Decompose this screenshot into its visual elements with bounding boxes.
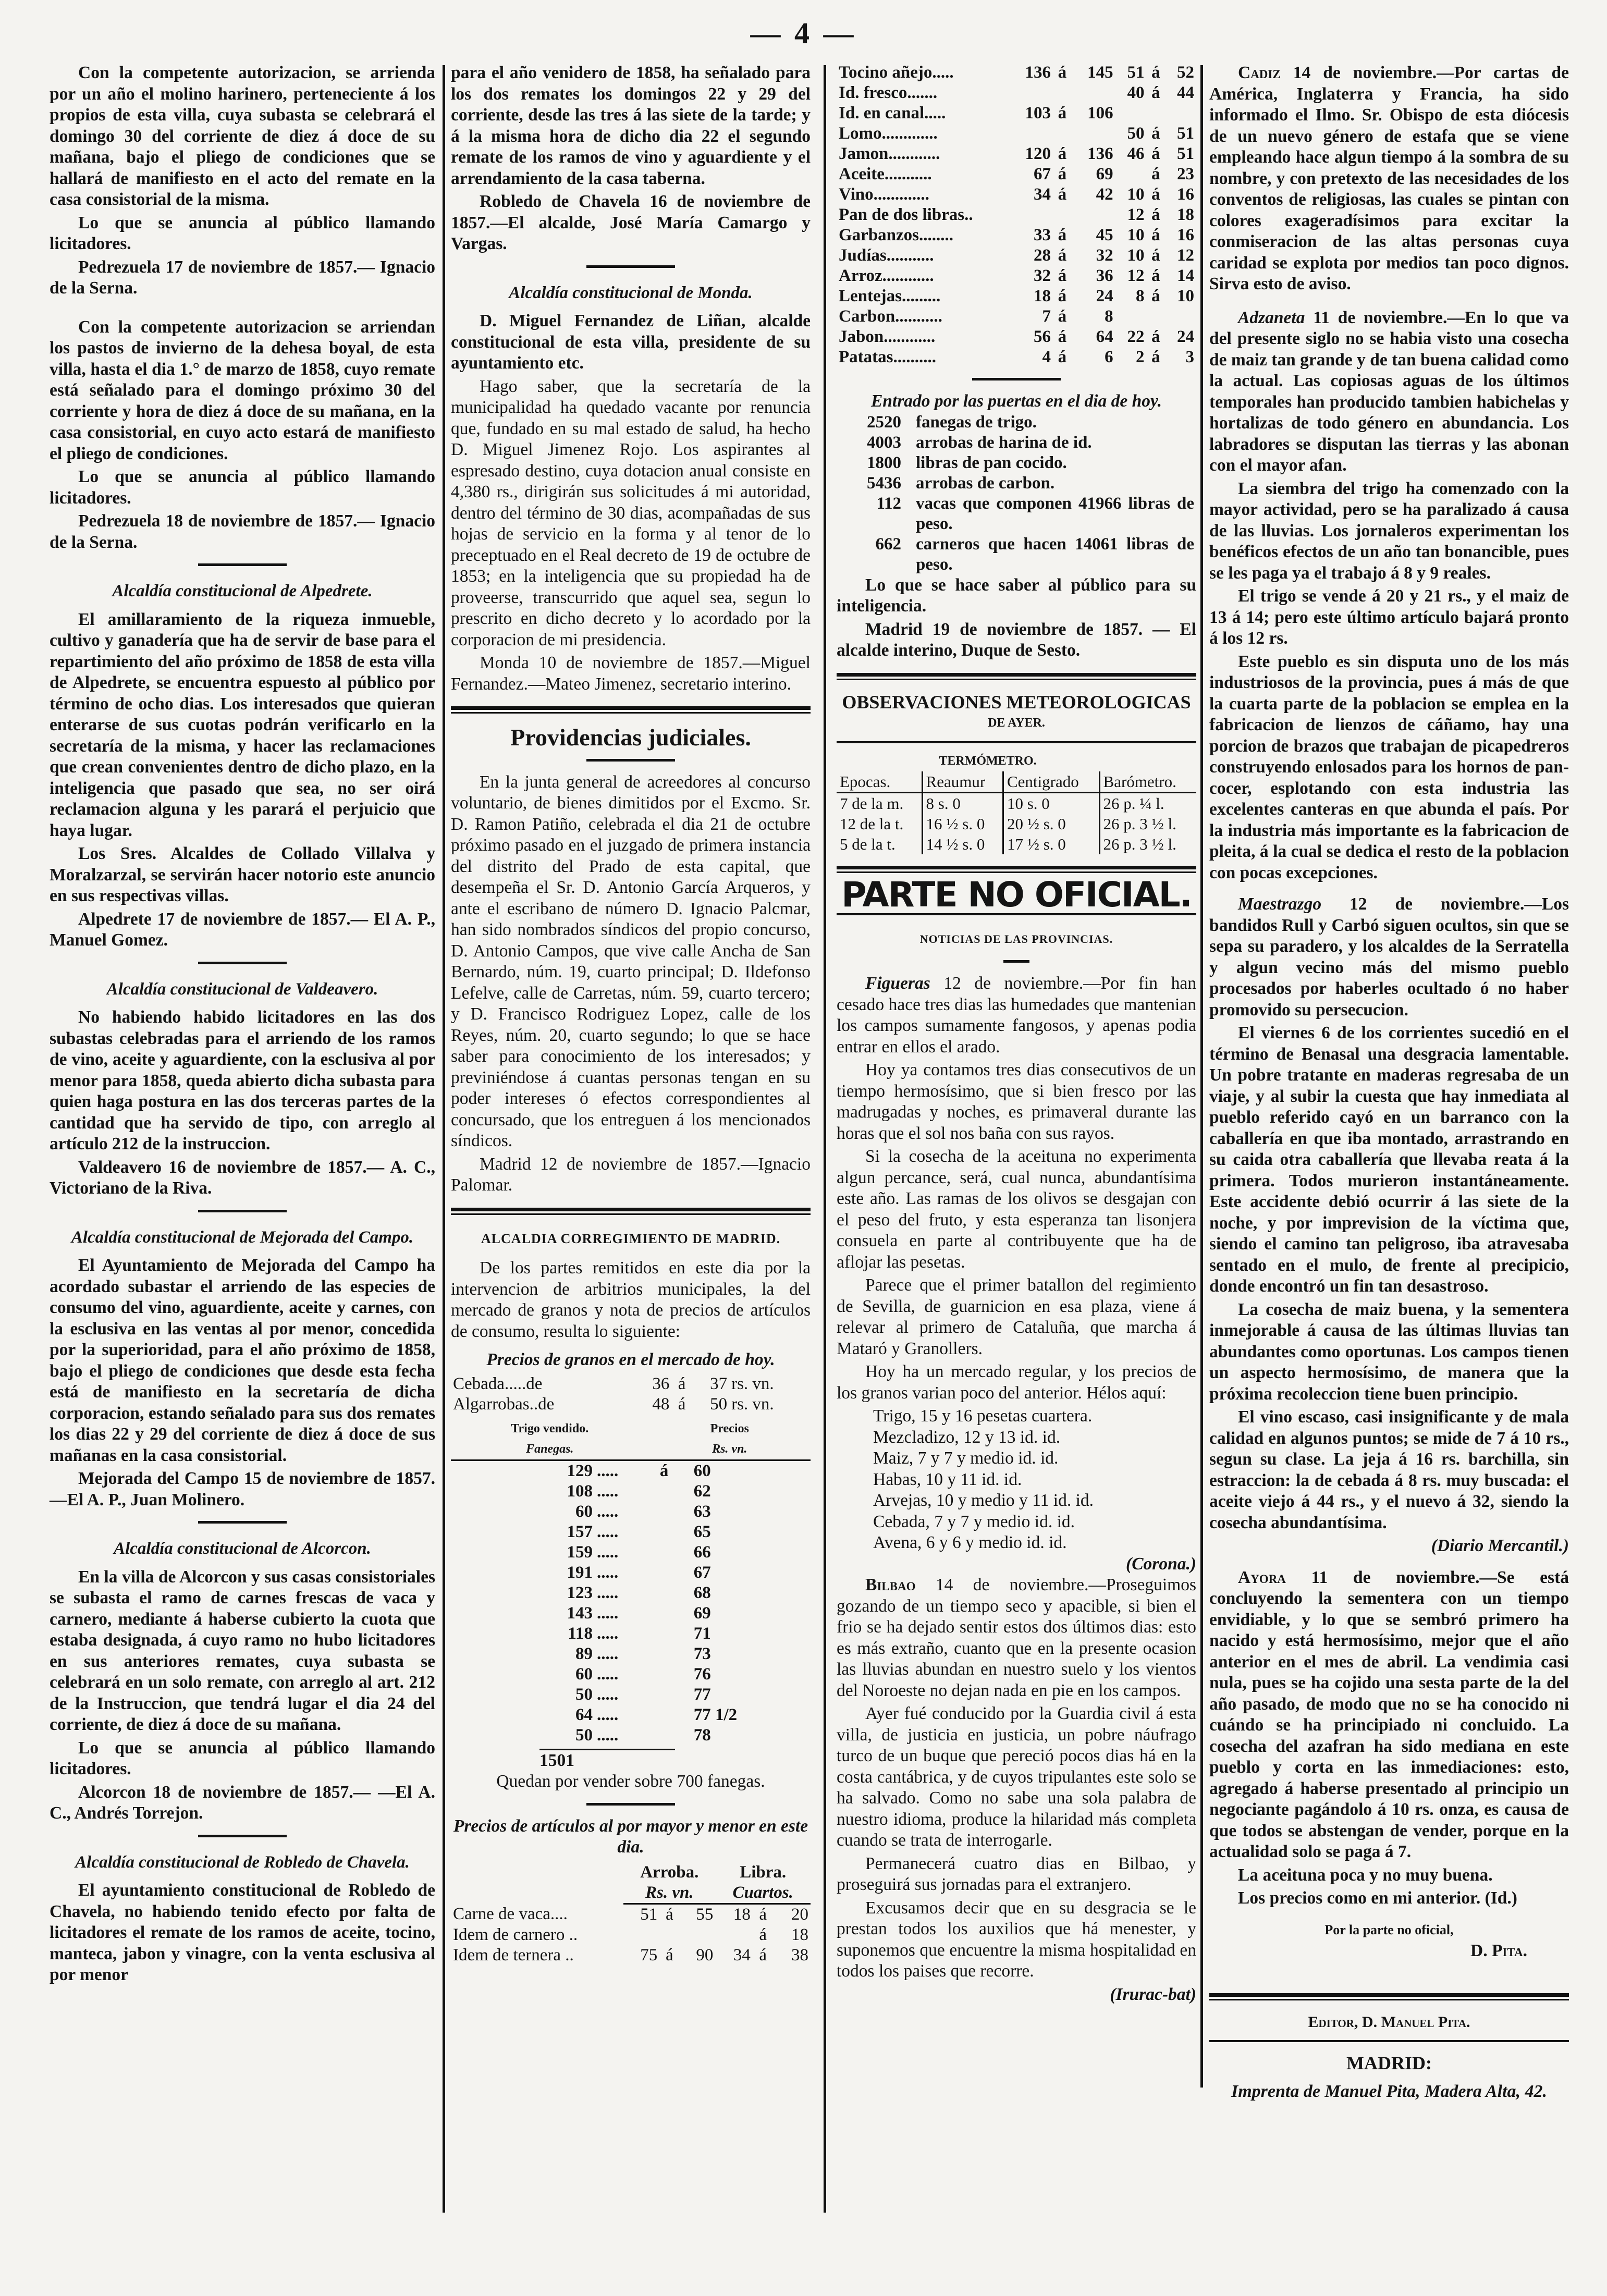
table-row: 123 ..... 68 [567, 1583, 711, 1602]
notice-intro: D. Miguel Fernandez de Liñan, alcalde constitucional de esta villa, presidente de su ayuntamiento etc. [451, 311, 811, 373]
double-rule [1209, 1993, 1569, 2000]
double-rule [451, 706, 811, 714]
table-row: 662 carneros que hacen 14061 libras de peso. [875, 534, 1194, 574]
notice-pedrezuela-pastos [50, 317, 435, 554]
notice-intro: De los partes remitidos en este dia por la intervencion de arbitrios municipales, la del mercado de granos y nota de precios de artículos de consumo, resulta lo siguiente: [451, 1258, 811, 1341]
news-figueras: Figueras 12 de noviembre.—Por fin han cesado hace tres dias las humedades que mantenian los campos sumamente fangosos, y apenas podia entrar en ellos el arado. Hoy ya contamos tres dias consecutivos de un tiempo hermosísimo, que si bien fresco por las madrugadas y noches, es primaveral durante las horas que el sol nos baña con sus rayos. Si la cosecha de la aceituna no experimenta algun percance, será, cual nunca, abundantísima este año. Las ramas de los olivos se desgajan con el peso del fruto, y esta esperanza tan lisonjera consuela en parte al contribuyente que ha de aflojar las pesetas. Parece que el primer batallon del regimiento de Sevilla, de guarnicion en esa plaza, viene á relevar al primero de Cataluña, que marcha á Mataró y Granollers. Hoy ha un mercado regular, y los precios de los granos varian poco del anterior. Hélos aquí: Trigo, 15 y 16 pesetas cuartera. Mezcladizo, 12 y 13 id. id. Maiz, 7 y 7 y medio id. id. Habas, 10 y 11 id. id. Arvejas, 10 y medio y 11 id. id. Cebada, 7 y 7 y medio id. id. Avena, 6 y 6 y medio id. id. (Corona.) [837, 973, 1196, 1575]
thermometer-label: TERMÓMETRO. [939, 754, 1037, 768]
table-row: 5 de la t. 14 ½ s. 0 17 ½ s. 0 26 p. 3 ½ l. [837, 834, 1196, 854]
notice-body: Con la competente autorizacion se arriendan los pastos de invierno de la dehesa boyal, de esta villa, hasta el dia 1.° de marzo de 1858, cuyo remate está señalado para el domingo próximo 30 del corriente y hora de diez á doce de su mañana, en la casa consistorial, en cuyo acto estará de manifiesto el pliego de condiciones. [50, 317, 435, 463]
table-row: 191 ..... 67 [567, 1563, 711, 1582]
table-row: Aceite........... 67 á 69 á 23 [839, 165, 1194, 183]
table-row: 118 ..... 71 [568, 1624, 711, 1643]
news-place: Adzaneta [1238, 308, 1305, 327]
granos-table [451, 1374, 811, 1415]
table-row: 12 de la t. 16 ½ s. 0 20 ½ s. 0 26 p. 3 ½ l. [837, 814, 1196, 834]
column-divider [443, 65, 445, 2213]
table-row: 1800 libras de pan cocido. [867, 453, 1067, 472]
imprint-city: MADRID: [1346, 2053, 1432, 2073]
table-row: Arroz............ 32 á 36 12 á 14 [839, 266, 1194, 285]
column-4 [1209, 63, 1569, 2102]
section-rule [198, 1210, 287, 1212]
table-row: Patatas.......... 4 á 6 2 á 3 [839, 348, 1194, 366]
imprint-address: Imprenta de Manuel Pita, Madera Alta, 42. [1231, 2081, 1548, 2101]
notice-pedrezuela-molino [50, 63, 435, 299]
section-rule [198, 962, 287, 964]
page-number: — 4 — [750, 16, 857, 50]
observaciones-meteorologicas [837, 692, 1196, 855]
section-heading: Alcaldía constitucional de Alpedrete. [112, 582, 373, 600]
notice-body: Hago saber, que la secretaría de la municipalidad ha quedado vacante por renuncia que, fundado en su mal estado de salud, ha hecho D. Miguel Jimenez Rojo. Los aspirantes al espresado destino, cuya dotacion anual consiste en 4,380 rs., dirigirán sus solicitudes á mi autoridad, dentro del término de 30 dias, acompañadas de sus hojas de servicio en la forma y al tenor de lo preceptuado en el Real decreto de 19 de octubre de 1853; en la inteligencia que su propiedad ha de proveerse, transcurrido que aquel sea, segun lo prescrito en dicho decreto y lo acordado por la corporacion de mi presidencia. [451, 376, 811, 649]
table-row: 60 ..... 76 [575, 1664, 711, 1684]
table-row: Id. en canal..... 103 á 106 [839, 104, 1113, 122]
meteo-subtitle: DE AYER. [988, 716, 1045, 730]
table-row: Id. fresco....... 40 á 44 [839, 83, 1194, 102]
notice-alpedrete [50, 581, 435, 951]
table-row: 108 ..... 62 [567, 1481, 711, 1501]
list-item: Avena, 6 y 6 y medio id. id. [873, 1533, 1067, 1552]
news-source: (Corona.) [1126, 1554, 1196, 1574]
articulos-rows [451, 1904, 811, 1966]
list-item: Arvejas, 10 y medio y 11 id. id. [873, 1491, 1094, 1510]
table-row: 159 ..... 66 [567, 1542, 711, 1562]
section-heading: Alcaldía constitucional de Monda. [509, 283, 753, 302]
section-heading: Alcaldía constitucional de Mejorada del Campo. [71, 1227, 414, 1247]
news-maestrazgo: Maestrazgo 12 de noviembre.—Los bandidos Rull y Carbó siguen ocultos, sin que se sepa su paradero, y los alcaldes de la Serratella y algun vecino más del mismo pueblo procesados por haberles ocultado ó no haber promovido su persecucion. El viernes 6 de los corrientes sucedió en el término de Benasal una desgracia lamentable. Un pobre tratante en maderas regresaba de un viaje, y al subir la cuesta que hay inmediata al pueblo referido cayó en un barranco con la caballería en que iba montado, arrastrando en su caida otra caballería que llevaba reata á la primera. Todos murieron instantáneamente. Este accidente debió ocurrir á las siete de la noche, y por imprevision de la víctima que, siendo el camino tan peligroso, iba atravesaba sentado en el mulo, de frente al precipicio, donde encontró un fin tan desastroso. La cosecha de maiz buena, y la sementera inmejorable á causa de las últimas lluvias tan abundantes como oportunas. Los campos tienen un aspecto hermosísimo, de manera que la próxima recoleccion tiene buen principio. El vino escaso, casi insignificante y de mala calidad en algunos puntos; se mide de 7 á 10 rs., segun su clase. La jeja á 16 rs. barchilla, sin estraccion: la de cebada á 8 rs. muy buscada: el aceite viejo á 44 rs., y el nuevo á 32, siendo la cosecha abundantísima. (Diario Mercantil.) [1209, 894, 1569, 1557]
notice-call: Lo que se anuncia al público llamando licitadores. [50, 1738, 435, 1778]
column-1 [50, 63, 435, 1988]
table-row: 5436 arrobas de carbon. [867, 473, 1055, 493]
entrado-table [837, 412, 1196, 575]
notice-signature: Pedrezuela 18 de noviembre de 1857.— Ignacio de la Serna. [50, 511, 435, 552]
notice-body: El ayuntamiento constitucional de Robledo de Chavela, no habiendo tenido efecto por falta de licitadores el remate de los ramos de aceite, tocino, manteca, jabon y vinagre, con la venta esclusiva al por menor [50, 1881, 435, 1984]
editor-line: Editor, D. Manuel Pita. [1308, 2013, 1470, 2031]
providencias-judiciales [451, 724, 811, 1196]
table-row: 64 ..... 77 1/2 [575, 1705, 738, 1724]
notice-signature: Madrid 12 de noviembre de 1857.—Ignacio Palomar. [451, 1154, 811, 1195]
notice-robledo-continued [451, 63, 811, 255]
table-row: 112 vacas que componen 41966 libras de peso. [876, 494, 1194, 533]
section-rule [586, 759, 675, 762]
entrado-title: Entrado por las puertas en el dia de hoy. [870, 391, 1162, 411]
news-bilbao: Bilbao 14 de noviembre.—Proseguimos gozando de un tiempo seco y apacible, si bien el frio se ha dejado sentir estos dos últimos dias: esto es más extraño, cuanto que en la presente ocasion las lluvias abundan en nuestro suelo y los vientos del Noroeste no dejan nada en pie en los campos. Ayer fué conducido por la Guardia civil á esta villa, de justicia en justicia, un pobre náufrago turco de un buque que pereció pocos dias há en la costa cantábrica, y de cuyos tripulantes este solo se ha salvado. Como no sabe una sola palabra de nuestro idioma, produce la hilaridad más completa cuando se trata de interrogarle. Permanecerá cuatro dias en Bilbao, y proseguirá sus jornadas para el extranjero. Excusamos decir que en su desgracia se le prestan todos los auxilios que há menester, y suponemos que encuentre la misma hospitalidad en todos los paises que recorre. (Irurac-bat) [837, 1575, 1196, 2005]
column-3 [837, 63, 1196, 2005]
notice-body: El Ayuntamiento de Mejorada del Campo ha acordado subastar el arriendo de las especies de consumo del vino, aguardiente, aceite y carnes, con la esclusiva en las ventas al por menor, concedida por la superioridad, para el año próximo de 1858, bajo el pliego de condiciones que desde esta fecha está de manifiesto en la secretaría de dicha corporacion, estando señalado para sus dos remates los dias 22 y 29 del corriente de diez á doce de sus mañanas en la casa consistorial. [50, 1256, 435, 1465]
notice-call: Lo que se anuncia al público llamando licitadores. [50, 467, 435, 508]
table-row: Cebada.....de 36 á 37 rs. vn. [453, 1374, 774, 1393]
table-row: 50 ..... 78 [575, 1725, 711, 1745]
entrado-notice: Lo que se hace saber al público para su inteligencia. [837, 575, 1196, 616]
notice-body: El amillaramiento de la riqueza inmueble, cultivo y ganadería que ha de servir de base para el repartimiento del año próximo de 1858 de esta villa de Alpedrete, se encuentra espuesto al público por término de ocho dias. Los interesados que quieran enterarse de sus cuotas podrán verificarlo en la secretaría de la misma, y hacer las reclamaciones que crean convenientes dentro de dicho plazo, en la inteligencia que pasado que sea, no ser oirá reclamacion alguna y les parará el perjuicio que haya lugar. [50, 609, 435, 840]
section-heading: Alcaldía constitucional de Alcorcon. [114, 1539, 371, 1558]
section-rule [198, 1521, 287, 1524]
double-rule [451, 1208, 811, 1215]
table-row: 50 ..... 77 [575, 1685, 711, 1704]
trigo-total: 1501 [539, 1750, 574, 1770]
news-place: Cadiz [1238, 63, 1281, 82]
news-source: (Irurac-bat) [1110, 1984, 1196, 2004]
noticias-heading: NOTICIAS DE LAS PROVINCIAS. [919, 932, 1113, 946]
news-cadiz: Cadiz 14 de noviembre.—Por cartas de América, Inglaterra y Francia, ha sido informado el Ilmo. Sr. Obispo de esta diócesis de un nuevo género de estafa que se viene empleando hace algun tiempo á la sombra de su nombre, y con pretexto de las necesidades de los conventos de religiosas, las cuales se pintan con colores exageradísimos para excitar la conmiseracion de las altas personas cuya caridad se explota por medios tan poco dignos. Sirva esto de aviso. [1209, 63, 1569, 293]
news-place: Figueras [865, 974, 930, 993]
trigo-rows [451, 1461, 811, 1746]
por-la-parte: Por la parte no oficial, [1324, 1922, 1454, 1937]
double-rule [837, 673, 1196, 680]
notice-signature: Monda 10 de noviembre de 1857.—Miguel Fernandez.—Mateo Jimenez, secretario interino. [451, 653, 811, 694]
table-row: Pan de dos libras.. 12 á 18 [839, 205, 1194, 224]
table-row: 7 de la m. 8 s. 0 10 s. 0 26 p. ¼ l. [837, 793, 1196, 814]
column-divider [1200, 65, 1203, 2088]
table-row: Carne de vaca.... 51 á 55 18 á 20 [453, 1904, 808, 1924]
notice-body: En la villa de Alcorcon y sus casas consistoriales se subasta el ramo de carnes frescas de vaca y carnero, mediante á haberse cubierto la cuota que estaba designada, á cuyo ramo no hubo licitadores en sus anteriores remates, cuya subasta se celebrará en un solo remate, con arreglo al art. 212 de la Instruccion, que tendrá lugar el dia 24 del corriente, de diez á doce de su mañana. [50, 1567, 435, 1734]
articulos-title: Precios de artículos al por mayor y menor en este dia. [453, 1816, 808, 1857]
table-row: Tocino añejo..... 136 á 145 51 á 52 [839, 63, 1194, 82]
granos-title: Precios de granos en el mercado de hoy. [486, 1350, 775, 1369]
section-rule [198, 1835, 287, 1837]
notice-alcorcon [50, 1538, 435, 1824]
table-row: Lentejas......... 18 á 24 8 á 10 [839, 287, 1194, 305]
table-row: Carbon........... 7 á 8 [839, 307, 1113, 326]
table-row: Algarrobas..de 48 á 50 rs. vn. [453, 1394, 774, 1414]
column-2 [451, 63, 811, 1966]
section-heading: ALCALDIA CORREGIMIENTO DE MADRID. [481, 1231, 781, 1246]
alcaldia-corregimiento [451, 1229, 811, 1966]
notice-signature: Alpedrete 17 de noviembre de 1857.— El A. P., Manuel Gomez. [50, 909, 435, 950]
table-row: Garbanzos........ 33 á 45 10 á 16 [839, 226, 1194, 244]
notice-signature: Pedrezuela 17 de noviembre de 1857.— Ignacio de la Serna. [50, 257, 435, 298]
meteo-table: Epocas. Reaumur Centigrado Barómetro. 7 de la m. 8 s. 0 10 s. 0 26 p. ¼ l. 12 de la t. 16 ½ s. 0 20 ½ s. 0 26 p. 3 ½ l. 5 de la t. 14 ½ s. 0 17 ½ s. 0 26 p. 3 ½ l. [837, 771, 1196, 854]
news-place: Maestrazgo [1238, 894, 1322, 914]
table-row: 89 ..... 73 [575, 1644, 711, 1663]
section-rule [586, 265, 675, 268]
table-row: 4003 arrobas de harina de id. [867, 433, 1092, 452]
entrado-signature: Madrid 19 de noviembre de 1857. — El alcalde interino, Duque de Sesto. [837, 619, 1196, 660]
section-rule [198, 563, 287, 566]
table-row: Jamon............ 120 á 136 46 á 51 [839, 144, 1194, 163]
notice-body: para el año venidero de 1858, ha señalado para los dos remates los domingos 22 y 29 del corriente, desde las tres á las siete de la tarde; y á la misma hora de dicho dia 22 el segundo remate de los ramos de vino y aguardiente y el arrendamiento de la casa taberna. [451, 63, 811, 188]
notice-robledo [50, 1852, 435, 1986]
table-row: Lomo............. 50 á 51 [839, 124, 1194, 143]
section-heading: Alcaldía constitucional de Robledo de Chavela. [75, 1852, 410, 1872]
table-row: 2520 fanegas de trigo. [867, 412, 1037, 432]
table-row: 157 ..... 65 [567, 1522, 711, 1541]
trigo-table: Trigo vendido. Precios Fanegas. Rs. vn. [451, 1419, 811, 1461]
table-row: 129 ..... á 60 [567, 1461, 711, 1480]
notice-signature: Valdeavero 16 de noviembre de 1857.— A. C., Victoriano de la Riva. [50, 1157, 435, 1198]
table-row: 143 ..... 69 [567, 1603, 711, 1623]
notice-signature: Alcorcon 18 de noviembre de 1857.— —El A. C., Andrés Torrejon. [50, 1782, 435, 1823]
notice-call: Lo que se anuncia al público llamando licitadores. [50, 213, 435, 253]
notice-body: Con la competente autorizacion, se arrienda por un año el molino harinero, perteneciente á los propios de esta villa, cuya subasta se celebrará el domingo 30 del corriente de diez á doce de su mañana, bajo el pliego de condiciones que se hallará de manifiesto en el acto del remate en la casa consistorial de la misma. [50, 63, 435, 209]
notice-body: Los Sres. Alcaldes de Collado Villalva y Moralzarzal, se servirán hacer notorio este anuncio en sus respectivas villas. [50, 844, 435, 905]
meteo-title: OBSERVACIONES METEOROLOGICAS [842, 691, 1191, 713]
articulos-table: Arroba. Libra. Rs. vn. Cuartos. Carne de vaca.... 51 á 55 18 á 20 Idem de carnero .. á 18 Idem de ternera .. 75 á 90 34 á 38 [451, 1862, 811, 1966]
table-row: 60 ..... 63 [575, 1502, 711, 1521]
double-rule [837, 866, 1196, 873]
list-item: Trigo, 15 y 16 pesetas cuartera. [873, 1406, 1093, 1426]
notice-signature: Mejorada del Campo 15 de noviembre de 1857.—El A. P., Juan Molinero. [50, 1469, 435, 1509]
list-item: Mezcladizo, 12 y 13 id. id. [873, 1427, 1061, 1447]
quedan-note: Quedan por vender sobre 700 fanegas. [496, 1772, 765, 1791]
notice-body: En la junta general de acreedores al concurso voluntario, de bienes dimitidos por el Excmo. Sr. D. Ramon Patiño, celebrada el dia 21 de octubre próximo pasado en el juzgado de primera instancia del distrito del Prado de esta capital, que desempeña el Sr. D. Antonio García Arqueros, y ante el escribano de número D. Ignacio Palcmar, han sido nombrados síndicos del propio concurso, D. Antonio Campos, que vive calle Ancha de San Bernardo, núm. 19, cuarto principal; D. Ildefonso Lefelve, calle de Carretas, núm. 59, cuarto tercero; y D. Francisco Rodriguez Lopez, calle de los Reyes, núm. 20, cuarto segundo; lo que se hace saber para conocimiento de los interesados; y previniéndose á cuantas personas tengan en su poder intereses ó efectos correspondientes al concursado, que los entreguen á los mencionados síndicos. [451, 772, 811, 1150]
notice-valdeavero [50, 979, 435, 1199]
news-place: Ayora [1238, 1567, 1286, 1587]
section-rule [586, 1803, 675, 1806]
signature: D. Pita. [1470, 1941, 1527, 1960]
table-row: Idem de ternera .. 75 á 90 34 á 38 [453, 1945, 808, 1965]
section-heading: Alcaldía constitucional de Valdeavero. [106, 979, 378, 999]
notice-body: No habiendo habido licitadores en las dos subastas celebradas para el arriendo de los ramos de vino, aceite y aguardiente, con la esclusiva al por menor para 1858, queda abierto dicha subasta para quien haga postura en las dos terceras partes de la cantidad que ha servido de tipo, con arreglo al artículo 212 de la instruccion. [50, 1008, 435, 1153]
section-rule [972, 378, 1061, 380]
table-row: Judías........... 28 á 32 10 á 12 [839, 246, 1194, 265]
articulos-table-continued [837, 63, 1196, 367]
table-row: Jabon............ 56 á 64 22 á 24 [839, 327, 1194, 346]
news-place: Bilbao [865, 1575, 916, 1594]
news-ayora: Ayora 11 de noviembre.—Se está concluyendo la sementera con un tiempo envidiable, y lo que se sembró primero ha nacido y está hermosísimo, mejor que el año anterior en el mes de abril. La vendimia casi nula, pues se ha cojido una sesta parte de la del año pasado, de modo que no se ha conocido ni cuándo se ha principiado ni concluido. La cosecha del azafran ha sido mediana en este pueblo y corta en las inmediaciones: esto, agregado á haberse presentado al principio un negociante pagándolo á 10 rs. onza, es causa de que todos se abstengan de vender, porque en la actualidad solo se paga á 7. La aceituna poca y no muy buena. Los precios como en mi anterior. (Id.) [1209, 1567, 1569, 1908]
section-heading: Providencias judiciales. [510, 724, 751, 751]
list-item: Maiz, 7 y 7 y medio id. id. [873, 1448, 1059, 1468]
news-source: (Diario Mercantil.) [1431, 1536, 1569, 1555]
table-row: Vino............. 34 á 42 10 á 16 [839, 185, 1194, 204]
parte-no-oficial-heading: PARTE NO OFICIAL. [841, 875, 1192, 915]
table-row: Idem de carnero .. á 18 [453, 1925, 808, 1944]
notice-monda [451, 283, 811, 695]
list-item: Habas, 10 y 11 id. id. [873, 1469, 1022, 1489]
column-divider [824, 65, 826, 2213]
list-item: Cebada, 7 y 7 y medio id. id. [873, 1512, 1075, 1531]
notice-mejorada [50, 1227, 435, 1511]
news-adzaneta: Adzaneta 11 de noviembre.—En lo que va del presente siglo no se habia visto una cosecha de maiz tan grande y de tan buena calidad como la actual. Las copiosas aguas de los últimos temporales han producido tambien habichelas y hortalizas de todo género en abundancia. Los labradores se disputan las tierras y las abonan con el mayor afan. La siembra del trigo ha comenzado con la mayor actividad, pero se ha paralizado á causa de las lluvias. Los jornaleros experimentan los benéficos efectos de un año tan bonancible, pues se les paga ya el trabajo á 8 y 9 reales. El trigo se vende á 20 y 21 rs., y el maiz de 13 á 14; pero este último artículo bajará pronto á los 12 rs. Este pueblo es sin disputa uno de los más industriosos de la provincia, pues á más de que la cuarta parte de la poblacion se emplea en la fabricacion de lienzos de cáñamo, hay una porcion de brazos que trabajan de picapedreros construyendo enlosados para los hornos de pan-cocer, esplotando con esta industria las excelentes canteras en que abunda el país. Por la industria más importante es la fabricacion de pleita, á la cual se dedica el resto de la poblacion con pocas excepciones. [1209, 308, 1569, 882]
grain-price-list [837, 1406, 1196, 1554]
notice-signature: Robledo de Chavela 16 de noviembre de 1857.—El alcalde, José María Camargo y Vargas. [451, 192, 811, 253]
